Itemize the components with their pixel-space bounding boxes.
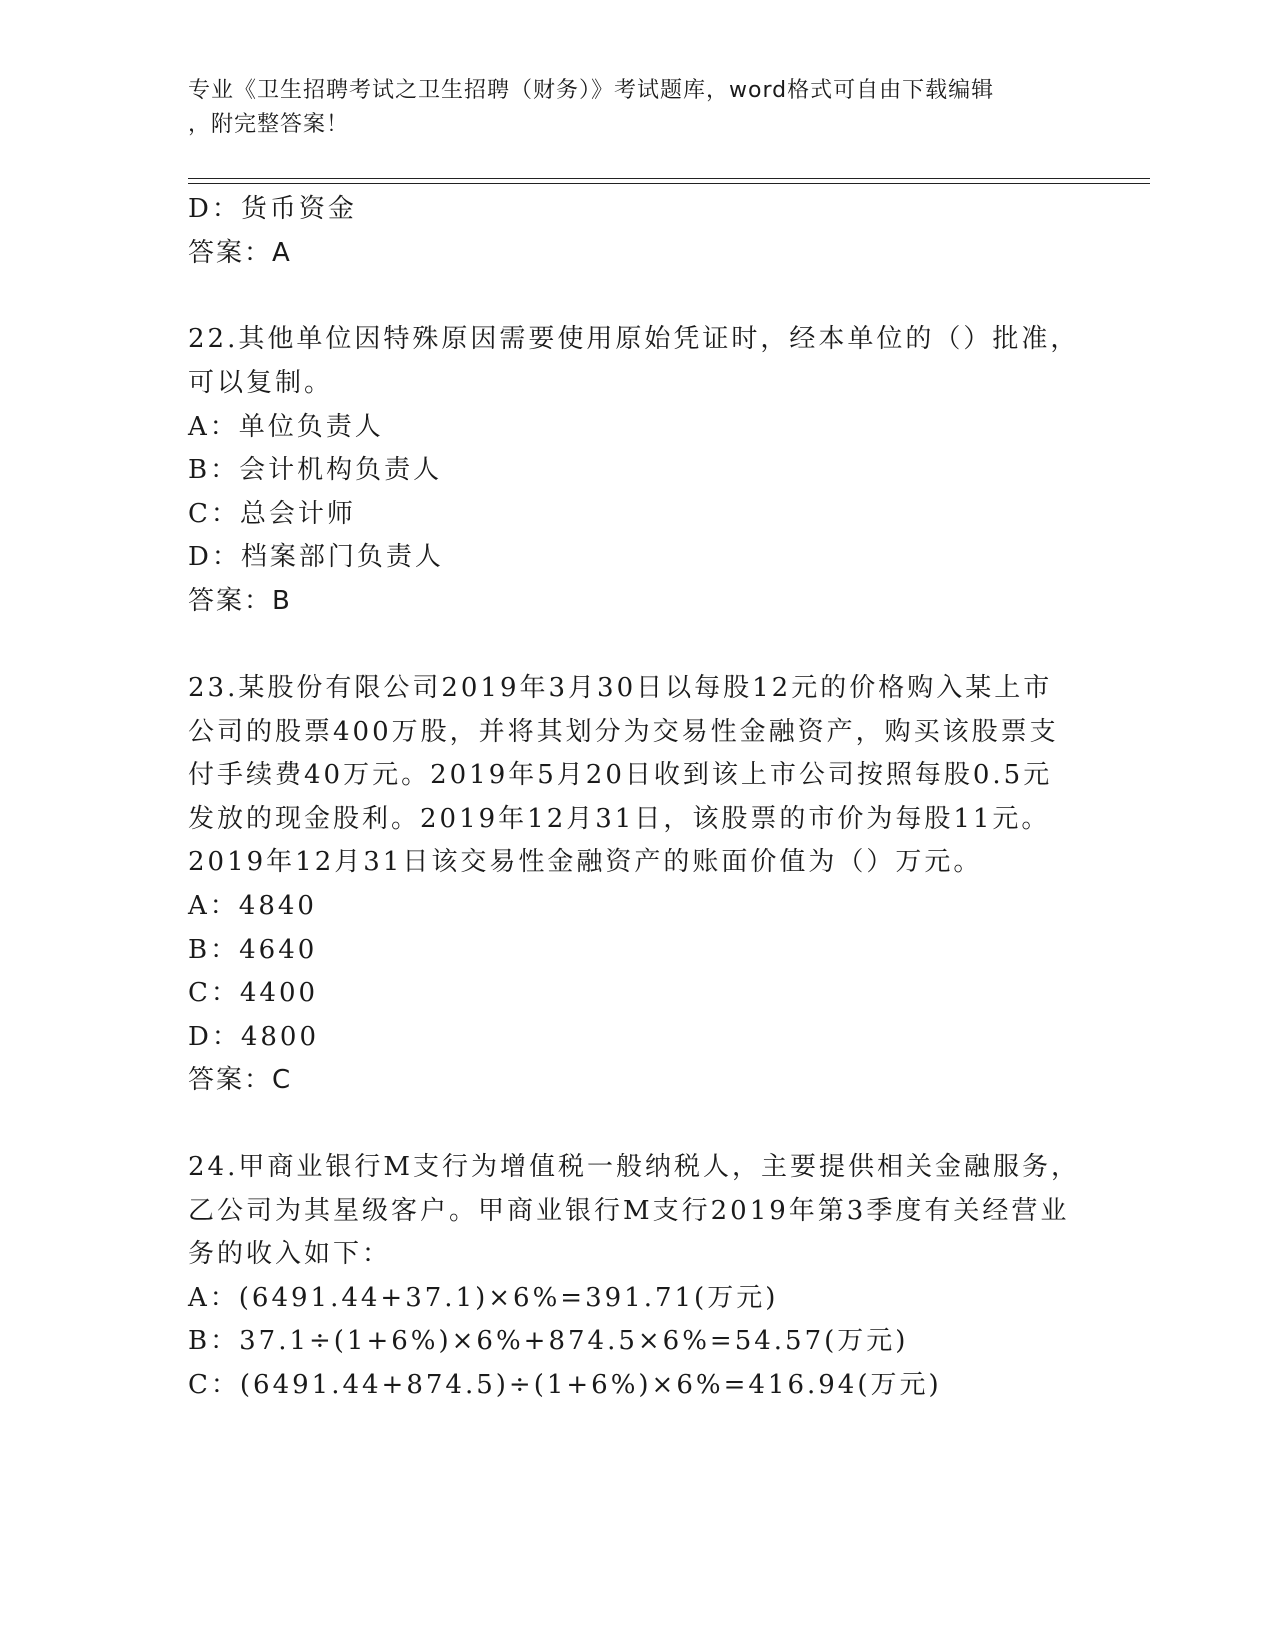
q23-stem-line-3: 付手续费40万元。2019年5月20日收到该上市公司按照每股0.5元 — [188, 760, 1053, 790]
q23-stem-line-5: 2019年12月31日该交易性金融资产的账面价值为（）万元。 — [188, 847, 983, 877]
q24-option-c: C：(6491.44+874.5)÷(1+6%)×6%=416.94(万元) — [188, 1370, 942, 1400]
header-divider-bottom — [188, 183, 1150, 184]
q22-option-b: B：会计机构负责人 — [188, 455, 443, 485]
q24-stem-line-2: 乙公司为其星级客户。甲商业银行M支行2019年第3季度有关经营业 — [188, 1196, 1070, 1226]
q23-option-d: D：4800 — [188, 1022, 320, 1052]
q23-stem-line-1: 23.某股份有限公司2019年3月30日以每股12元的价格购入某上市 — [188, 673, 1053, 703]
header-line-1: 专业《卫生招聘考试之卫生招聘（财务）》考试题库，word格式可自由下载编辑 — [188, 78, 995, 103]
q23-option-c: C：4400 — [188, 978, 319, 1008]
q24-stem-line-1: 24.甲商业银行M支行为增值税一般纳税人，主要提供相关金融服务， — [188, 1152, 1080, 1182]
q22-stem-line-1: 22.其他单位因特殊原因需要使用原始凭证时，经本单位的（）批准， — [188, 324, 1080, 354]
q21-option-d: D：货币资金 — [188, 194, 357, 224]
q23-stem-line-2: 公司的股票400万股，并将其划分为交易性金融资产，购买该股票支 — [188, 717, 1059, 747]
document-header — [188, 74, 1088, 142]
q22-option-d: D：档案部门负责人 — [188, 542, 444, 572]
q23-option-a: A：4840 — [188, 891, 317, 921]
q22-option-c: C：总会计师 — [188, 499, 356, 529]
q24-stem-line-3: 务的收入如下： — [188, 1239, 392, 1269]
q23-stem-line-4: 发放的现金股利。2019年12月31日，该股票的市价为每股11元。 — [188, 804, 1051, 834]
q22-stem-line-2: 可以复制。 — [188, 368, 334, 398]
q22-answer: 答案：B — [188, 586, 292, 616]
q22-option-a: A：单位负责人 — [188, 412, 384, 442]
q21-answer: 答案：A — [188, 238, 292, 268]
q24-option-a: A：(6491.44+37.1)×6%=391.71(万元) — [188, 1283, 779, 1313]
q23-option-b: B：4640 — [188, 935, 318, 965]
q23-answer: 答案：C — [188, 1065, 293, 1095]
header-line-2: ，附完整答案！ — [188, 112, 350, 137]
header-divider-top — [188, 178, 1150, 179]
q24-option-b: B：37.1÷(1+6%)×6%+874.5×6%=54.57(万元) — [188, 1326, 909, 1356]
